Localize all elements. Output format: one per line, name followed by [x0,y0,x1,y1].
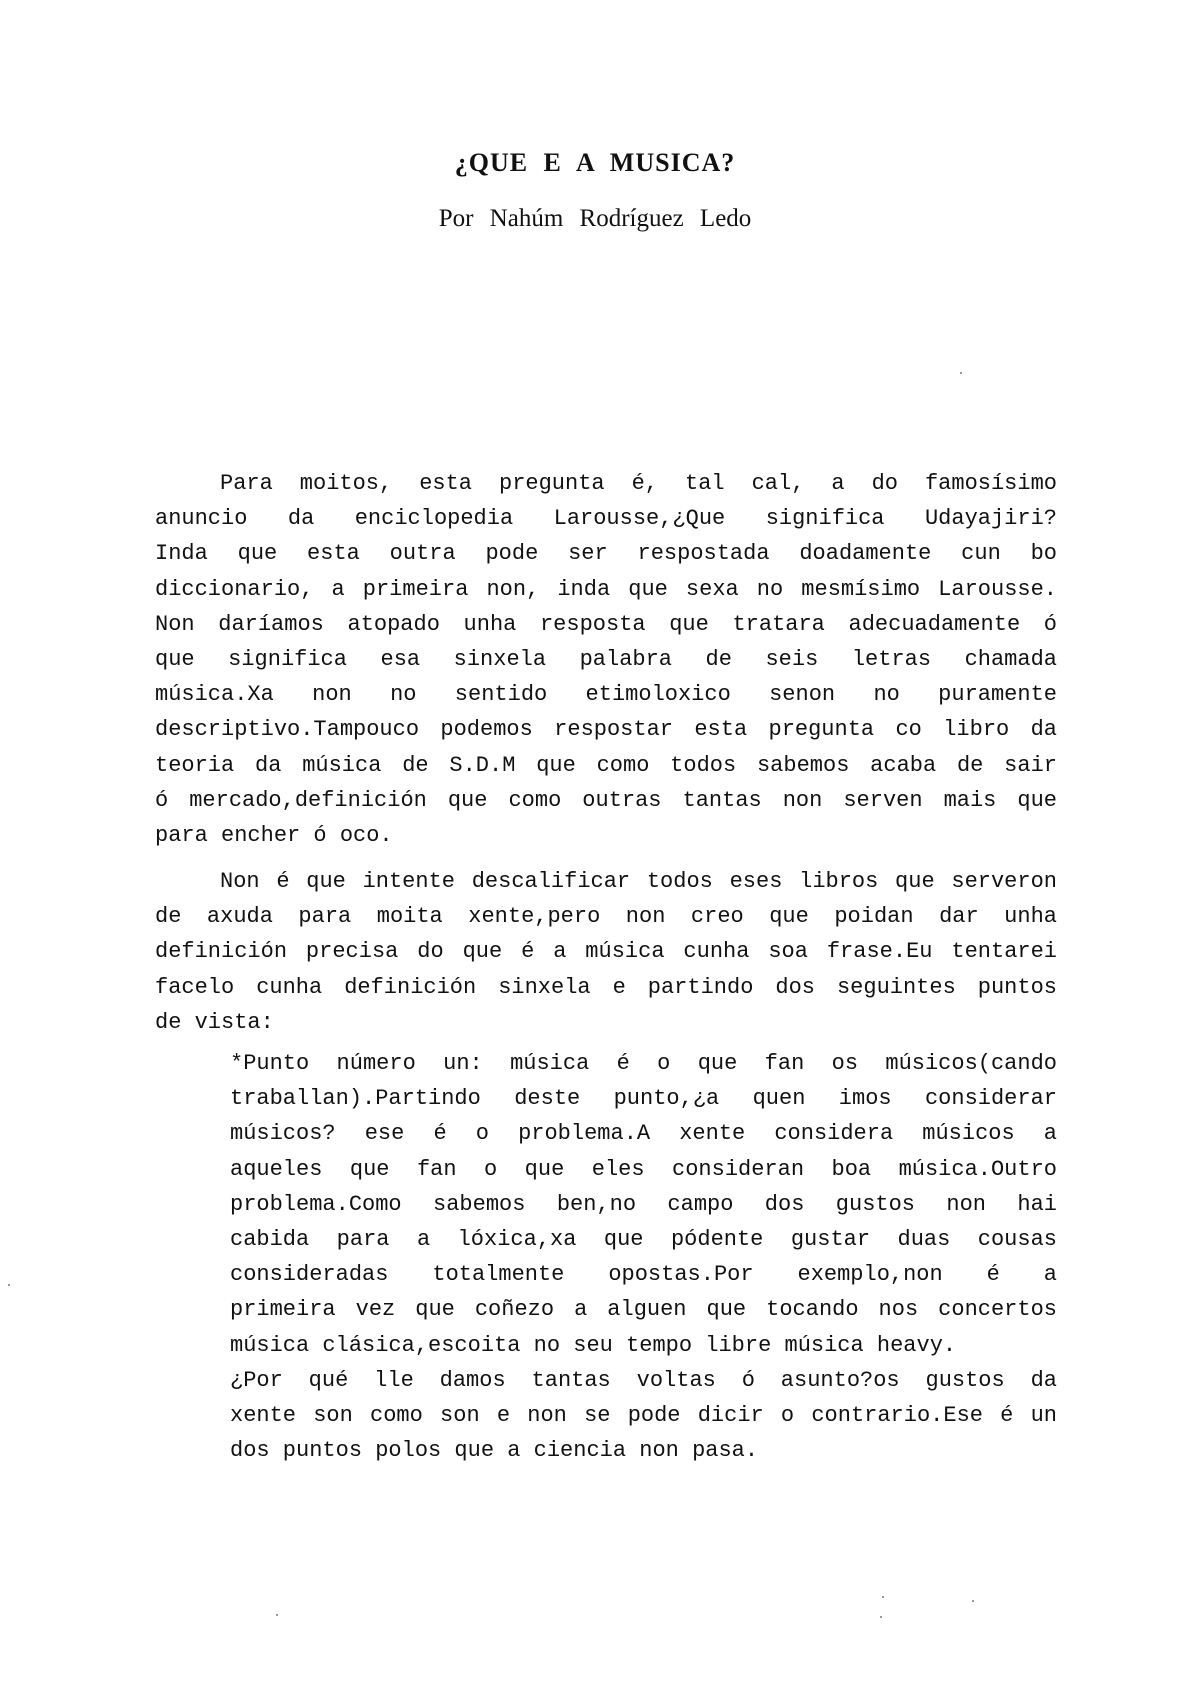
text-line: aqueles que fan o que eles consideran boa música.Outro [230,1156,1057,1182]
text-line: cabida para a lóxica,xa que pódente gustar duas cousas [230,1226,1057,1252]
text-line: consideradas totalmente opostas.Por exemplo,non é a [230,1262,1057,1288]
text-line: músicos? ese é o problema.A xente considera músicos a [230,1121,1057,1147]
text-line: música.Xa non no sentido etimoloxico senon no puramente [155,682,1057,708]
text-line: descriptivo.Tampouco podemos respostar esta pregunta co libro da [155,717,1057,743]
text-line: facelo cunha definición sinxela e partindo dos seguintes puntos [155,974,1057,1000]
author-byline: Por Nahúm Rodríguez Ledo [438,205,752,232]
scan-speck [276,1614,278,1616]
scan-speck [882,1596,884,1598]
text-line: dos puntos polos que a ciencia non pasa. [230,1438,759,1464]
scan-speck [8,1284,10,1286]
text-line: xente son como son e non se pode dicir o contrario.Ese é un [230,1402,1057,1428]
paragraph-2 [155,864,1057,1040]
text-line: problema.Como sabemos ben,no campo dos gustos non hai [230,1191,1057,1217]
text-line: música clásica,escoita no seu tempo libre música heavy. [230,1332,957,1358]
text-line: de axuda para moita xente,pero non creo que poidan dar unha [155,904,1057,930]
scan-speck [972,1600,974,1602]
scan-speck [960,372,962,374]
paragraph-1 [155,466,1057,853]
text-line: Non é que intente descalificar todos eses libros que serveron [220,869,1057,894]
text-line: *Punto número un: música é o que fan os músicos(cando [230,1051,1057,1076]
text-line: Non daríamos atopado unha resposta que tratara adecuadamente ó [155,611,1057,637]
text-line: anuncio da enciclopedia Larousse,¿Que significa Udayajiri? [155,506,1057,532]
scan-speck [880,1616,882,1618]
text-line: teoria da música de S.D.M que como todos sabemos acaba de sair [155,752,1057,778]
text-line: ¿Por qué lle damos tantas voltas ó asunto?os gustos da [230,1367,1057,1393]
text-line: ó mercado,definición que como outras tantas non serven mais que [155,787,1057,813]
text-line: Inda que esta outra pode ser respostada doadamente cun bo [155,541,1057,567]
text-line: traballan).Partindo deste punto,¿a quen imos considerar [230,1086,1057,1112]
text-line: para encher ó oco. [155,822,393,848]
text-line: diccionario, a primeira non, inda que sexa no mesmísimo Larousse. [155,576,1057,602]
text-line: primeira vez que coñezo a alguen que tocando nos concertos [230,1297,1057,1323]
text-line: que significa esa sinxela palabra de seis letras chamada [155,646,1057,672]
text-line: Para moitos, esta pregunta é, tal cal, a do famosísimo [220,471,1057,496]
text-line: definición precisa do que é a música cunha soa frase.Eu tentarei [155,939,1057,965]
document-title: ¿QUE E A MUSICA? [454,148,736,177]
text-line: de vista: [155,1009,274,1035]
paragraph-3 [230,1046,1057,1468]
